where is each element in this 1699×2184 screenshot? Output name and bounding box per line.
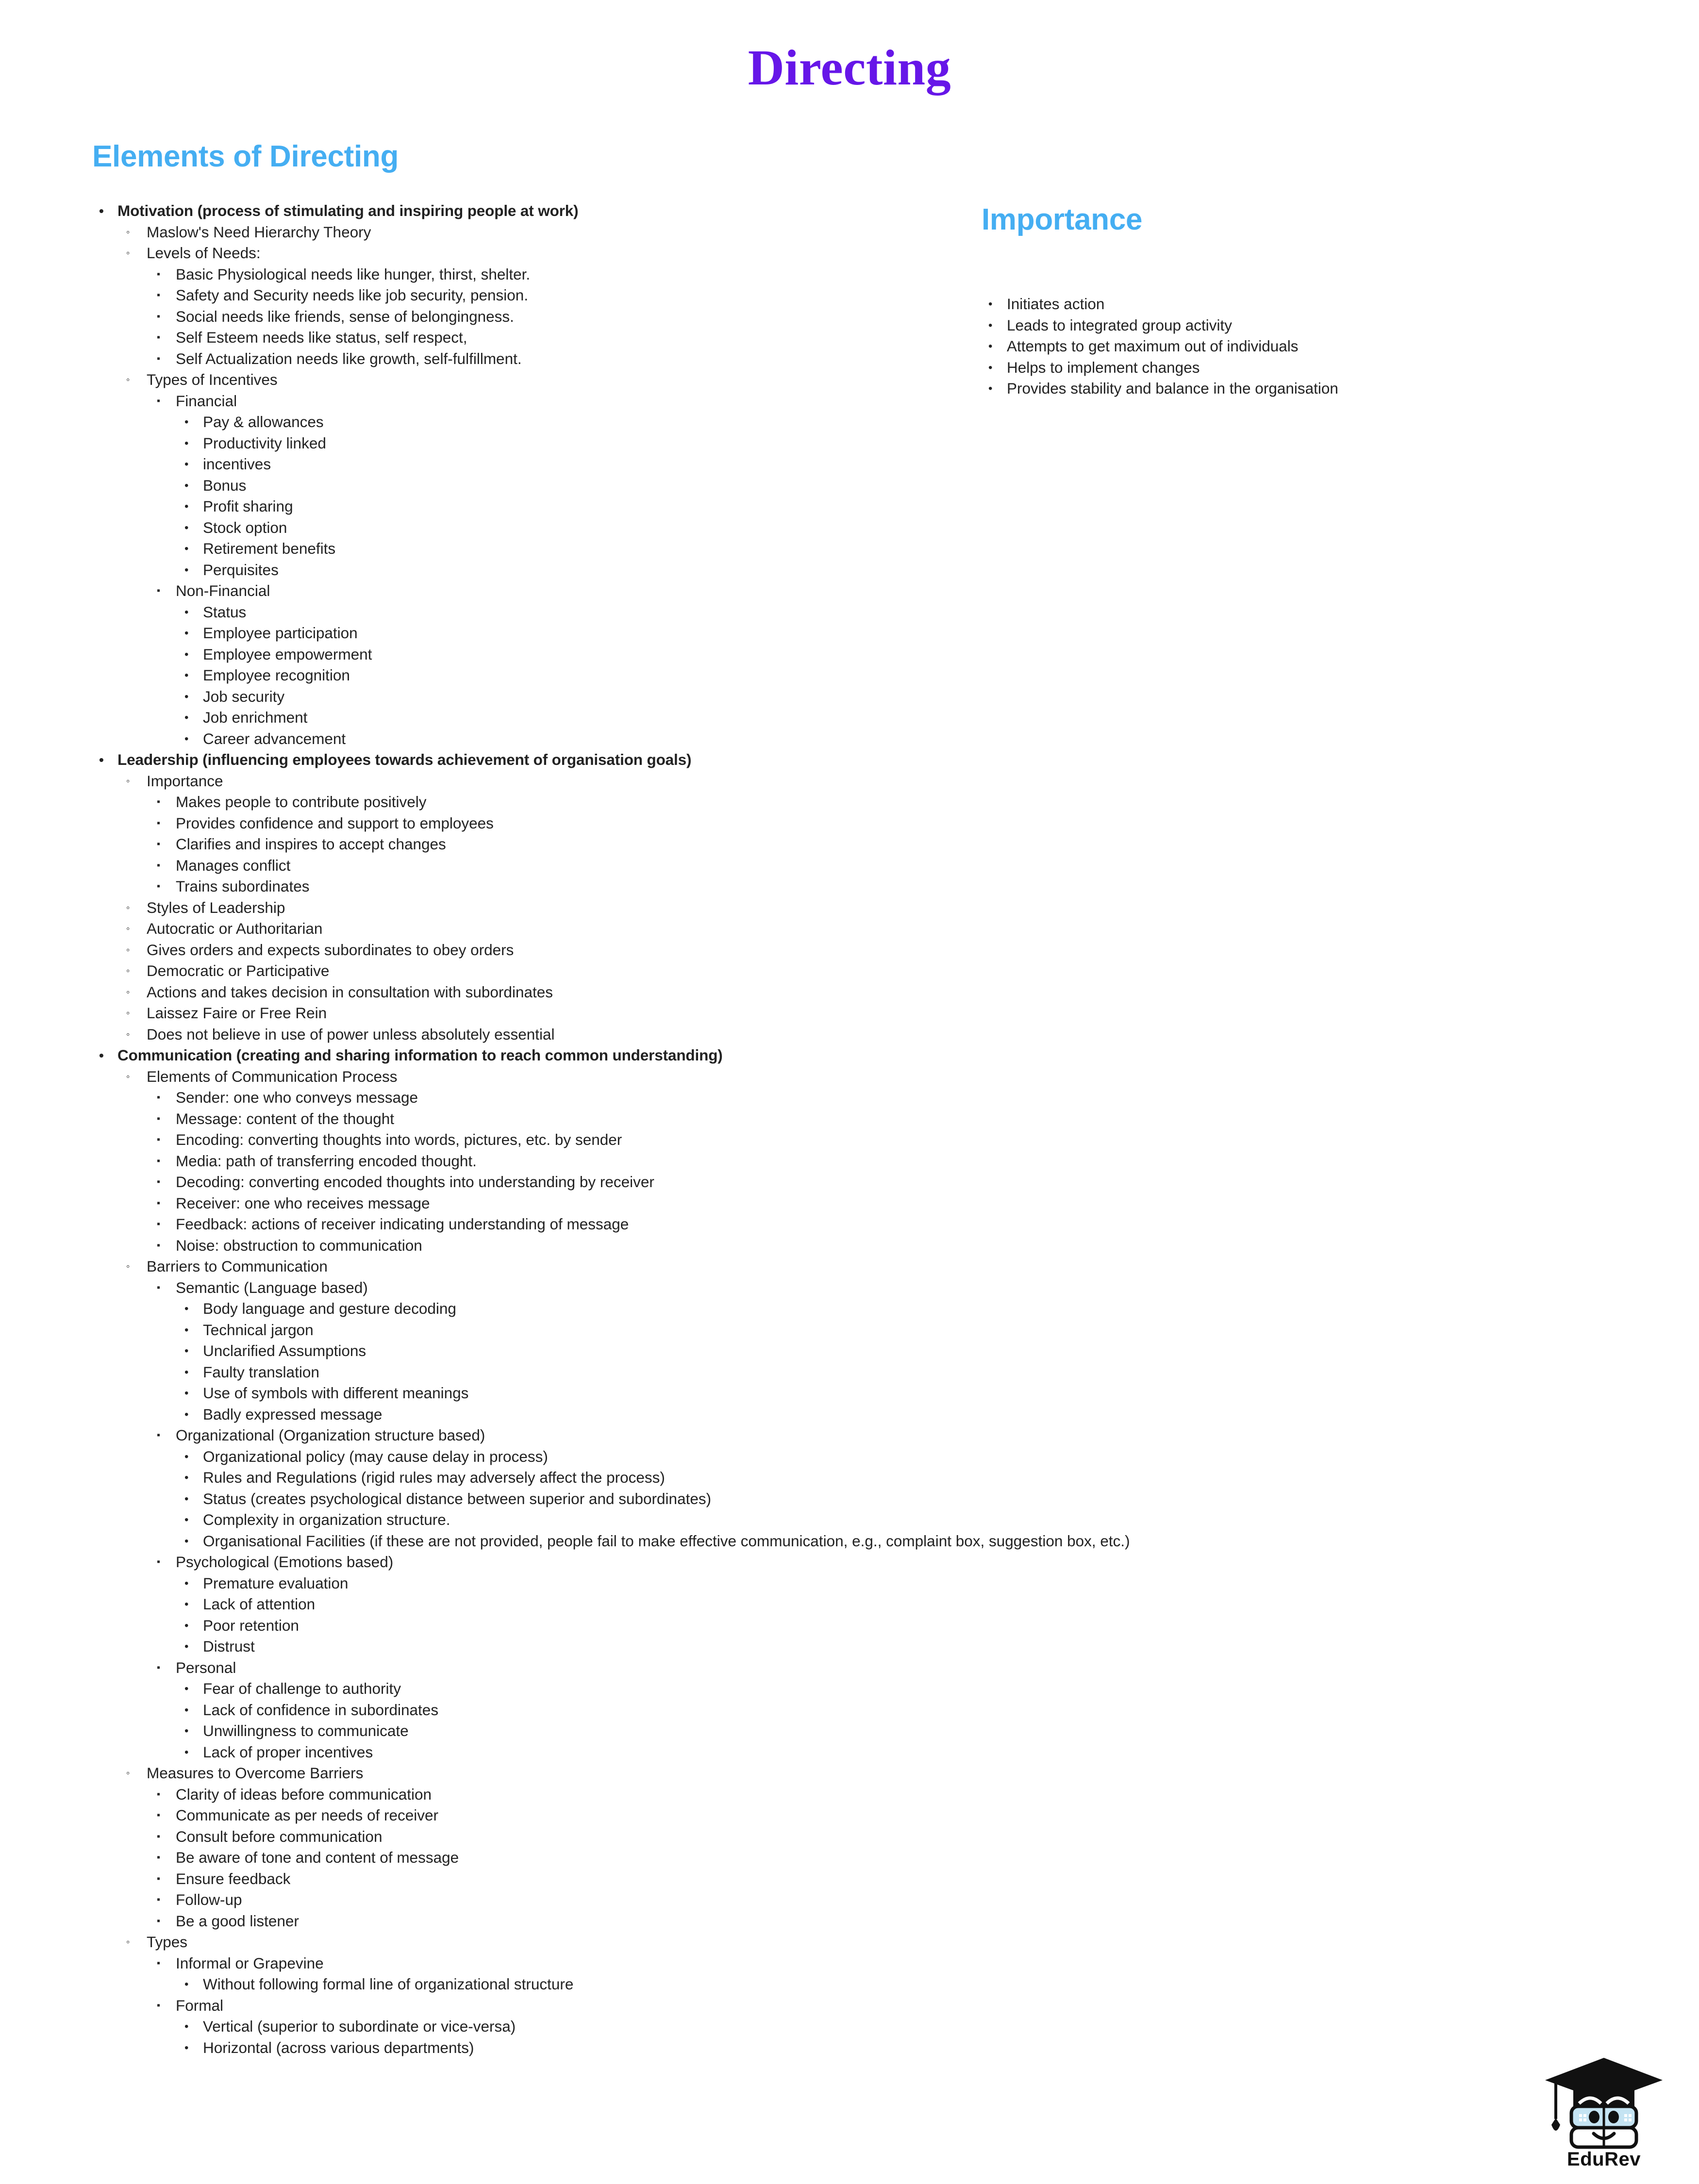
bullet-marker-level-4: • (184, 1640, 189, 1654)
outline-item-label: Trains subordinates (176, 877, 310, 895)
outline-item-label: Fear of challenge to authority (203, 1680, 401, 1698)
importance-item-label: Leads to integrated group activity (1007, 316, 1233, 334)
bullet-marker-level-1: • (988, 340, 993, 353)
bullet-marker-level-4: • (184, 1492, 189, 1506)
bullet-marker-level-1: • (99, 1048, 104, 1063)
outline-item-label: Formal (176, 1996, 224, 2014)
bullet-marker-level-4: • (184, 2041, 189, 2054)
bullet-marker-level-3: ▪ (157, 839, 161, 850)
outline-item-label: Autocratic or Authoritarian (147, 920, 323, 938)
outline-item-level-3 (92, 327, 1015, 348)
outline-item-label: Clarity of ideas before communication (176, 1785, 432, 1803)
bullet-marker-level-4: • (184, 627, 189, 640)
outline-item-level-3 (92, 1109, 1015, 1130)
bullet-marker-level-3: ▪ (157, 1873, 161, 1884)
bullet-marker-level-4: • (184, 1450, 189, 1463)
outline-item-level-4 (92, 1509, 1015, 1531)
outline-item-label: Vertical (superior to subordinate or vice-versa) (203, 2018, 516, 2035)
outline-item-label: Employee participation (203, 624, 358, 642)
outline-item-label: Democratic or Participative (147, 962, 330, 980)
outline-item-level-3 (92, 1911, 1015, 1932)
outline-item-level-4 (92, 1636, 1015, 1657)
outline-item-label: Use of symbols with different meanings (203, 1384, 469, 1402)
outline-item-label: Rules and Regulations (rigid rules may adversely affect the process) (203, 1469, 665, 1487)
outline-item-level-2 (92, 1066, 1015, 1088)
outline-item-level-3 (92, 1151, 1015, 1172)
bullet-marker-level-3: ▪ (157, 1788, 161, 1800)
bullet-marker-level-1: • (988, 361, 993, 374)
bullet-marker-level-1: • (988, 318, 993, 332)
outline-item-label: Profit sharing (203, 497, 293, 515)
outline-item-level-4 (92, 1594, 1015, 1615)
bullet-marker-level-2: ◦ (126, 1071, 130, 1082)
outline-item-level-3 (92, 876, 1015, 897)
outline-item-level-3 (92, 348, 1015, 370)
bullet-marker-level-4: • (184, 1513, 189, 1527)
bullet-marker-level-3: ▪ (157, 1556, 161, 1568)
outline-item-level-4 (92, 517, 1015, 539)
bullet-marker-level-2: ◦ (126, 1261, 130, 1273)
bullet-marker-level-2: ◦ (126, 775, 130, 787)
bullet-marker-level-4: • (184, 669, 189, 682)
outline-item-label: Measures to Overcome Barriers (147, 1764, 364, 1782)
outline-item-label: Importance (147, 772, 223, 790)
bullet-marker-level-2: ◦ (126, 1936, 130, 1948)
outline-item-level-4 (92, 412, 1015, 433)
outline-item-label: Personal (176, 1658, 236, 1676)
outline-item-label: Poor retention (203, 1616, 299, 1634)
outline-item-label: Pay & allowances (203, 413, 324, 431)
outline-item-label: Feedback: actions of receiver indicating understanding of message (176, 1215, 629, 1233)
outline-item-level-4 (92, 623, 1015, 644)
bullet-marker-level-4: • (184, 1978, 189, 1991)
outline-item-level-4 (92, 496, 1015, 517)
outline-item-level-3 (92, 1087, 1015, 1109)
bullet-marker-level-1: • (988, 382, 993, 396)
outline-item-level-4 (92, 1678, 1015, 1700)
bullet-marker-level-3: ▪ (157, 1113, 161, 1124)
elements-of-directing-heading: Elements of Directing (92, 140, 399, 173)
bullet-marker-level-4: • (184, 521, 189, 534)
bullet-marker-level-3: ▪ (157, 1219, 161, 1230)
outline-item-label: Perquisites (203, 561, 279, 579)
outline-item-label: Technical jargon (203, 1321, 314, 1339)
importance-item (982, 378, 1593, 399)
outline-item-level-3 (92, 1235, 1015, 1257)
outline-item-label: Stock option (203, 518, 287, 536)
outline-item-label: Horizontal (across various departments) (203, 2038, 474, 2056)
edurev-logo (1531, 2046, 1677, 2170)
outline-item-level-4 (92, 686, 1015, 708)
outline-item-label: Noise: obstruction to communication (176, 1236, 422, 1254)
bullet-marker-level-4: • (184, 1745, 189, 1759)
outline-item-label: Barriers to Communication (147, 1257, 328, 1275)
outline-item-label: Organisational Facilities (if these are not provided, people fail to make effective communication, e.g., complaint box, suggestion box, etc.) (203, 1532, 1130, 1550)
outline-item-level-1 (92, 200, 1015, 222)
outline-item-label: Career advancement (203, 729, 346, 747)
outline-item-label: Maslow's Need Hierarchy Theory (147, 223, 371, 241)
outline-item-level-2 (92, 243, 1015, 264)
outline-item-level-2 (92, 982, 1015, 1003)
bullet-marker-level-4: • (184, 1576, 189, 1590)
outline-item-level-3 (92, 1214, 1015, 1235)
outline-item-level-4 (92, 1298, 1015, 1320)
bullet-marker-level-4: • (184, 436, 189, 450)
outline-item-label: Bonus (203, 476, 247, 494)
bullet-marker-level-2: ◦ (126, 965, 130, 977)
bullet-marker-level-3: ▪ (157, 1155, 161, 1166)
outline-item-level-4 (92, 1362, 1015, 1383)
bullet-marker-level-3: ▪ (157, 1957, 161, 1969)
outline-item-level-4 (92, 2037, 1015, 2059)
edurev-mascot-icon (1543, 2046, 1665, 2151)
outline-item-level-4 (92, 560, 1015, 581)
bullet-marker-level-4: • (184, 1598, 189, 1611)
outline-item-level-4 (92, 1404, 1015, 1425)
bullet-marker-level-4: • (184, 479, 189, 492)
bullet-marker-level-4: • (184, 415, 189, 429)
outline-item-level-4 (92, 1974, 1015, 1995)
bullet-marker-level-4: • (184, 1387, 189, 1400)
bullet-marker-level-4: • (184, 605, 189, 619)
outline-item-level-2 (92, 897, 1015, 919)
outline-item-label: Lack of proper incentives (203, 1743, 373, 1761)
bullet-marker-level-3: ▪ (157, 1197, 161, 1208)
outline-item-level-3 (92, 855, 1015, 877)
bullet-marker-level-1: • (988, 298, 993, 311)
bullet-marker-level-4: • (184, 711, 189, 725)
bullet-marker-level-4: • (184, 542, 189, 556)
outline-item-label: Organizational policy (may cause delay in process) (203, 1447, 548, 1465)
bullet-marker-level-4: • (184, 2020, 189, 2034)
outline-item-label: Informal or Grapevine (176, 1954, 324, 1972)
outline-item-label: Lack of attention (203, 1595, 316, 1613)
outline-item-label: Financial (176, 392, 237, 410)
bullet-marker-level-4: • (184, 732, 189, 745)
outline-item-level-4 (92, 1446, 1015, 1468)
bullet-marker-level-3: ▪ (157, 290, 161, 301)
edurev-wordmark: EduRev (1567, 2149, 1641, 2170)
outline-item-level-4 (92, 1320, 1015, 1341)
bullet-marker-level-3: ▪ (157, 1831, 161, 1842)
outline-item-level-4 (92, 454, 1015, 475)
outline-item-label: Communication (creating and sharing information to reach common understanding) (117, 1046, 723, 1064)
outline-item-level-3 (92, 1847, 1015, 1869)
outline-item-level-4 (92, 728, 1015, 750)
outline-item-level-2 (92, 369, 1015, 391)
importance-item (982, 357, 1593, 379)
outline-item-label: Lack of confidence in subordinates (203, 1701, 439, 1719)
bullet-marker-level-4: • (184, 647, 189, 661)
outline-item-level-3 (92, 1657, 1015, 1679)
bullet-marker-level-3: ▪ (157, 353, 161, 364)
bullet-marker-level-4: • (184, 563, 189, 577)
bullet-marker-level-4: • (184, 1365, 189, 1379)
outline-item-label: Elements of Communication Process (147, 1067, 398, 1085)
outline-item-label: Leadership (influencing employees towards achievement of organisation goals) (117, 751, 692, 769)
outline-item-level-4 (92, 1573, 1015, 1594)
outline-item-level-4 (92, 1340, 1015, 1362)
outline-item-level-1 (92, 1045, 1015, 1066)
outline-item-level-3 (92, 1869, 1015, 1890)
bullet-marker-level-1: • (99, 203, 104, 219)
outline-item-label: Receiver: one who receives message (176, 1194, 430, 1212)
outline-item-label: Manages conflict (176, 856, 291, 874)
outline-item-level-3 (92, 1826, 1015, 1848)
outline-item-level-2 (92, 1763, 1015, 1784)
bullet-marker-level-3: ▪ (157, 268, 161, 280)
outline-item-label: Communicate as per needs of receiver (176, 1806, 439, 1824)
bullet-marker-level-4: • (184, 1344, 189, 1358)
bullet-marker-level-4: • (184, 1534, 189, 1548)
bullet-marker-level-3: ▪ (157, 881, 161, 892)
outline-item-level-4 (92, 707, 1015, 728)
outline-item-level-3 (92, 285, 1015, 306)
outline-item-label: Makes people to contribute positively (176, 793, 427, 811)
bullet-marker-level-2: ◦ (126, 374, 130, 386)
outline-item-label: Self Actualization needs like growth, self-fulfillment. (176, 349, 522, 367)
outline-item-level-4 (92, 1742, 1015, 1763)
outline-item-label: Be a good listener (176, 1912, 299, 1930)
outline-item-level-4 (92, 1700, 1015, 1721)
importance-item-label: Provides stability and balance in the organisation (1007, 380, 1338, 397)
bullet-marker-level-3: ▪ (157, 395, 161, 406)
outline-item-label: Status (creates psychological distance between superior and subordinates) (203, 1489, 712, 1507)
outline-item-label: Job security (203, 687, 285, 705)
outline-item-label: Laissez Faire or Free Rein (147, 1004, 327, 1022)
outline-item-level-3 (92, 813, 1015, 834)
outline-item-label: Decoding: converting encoded thoughts into understanding by receiver (176, 1173, 654, 1191)
outline-item-level-4 (92, 602, 1015, 623)
outline-item-level-2 (92, 1932, 1015, 1953)
bullet-marker-level-4: • (184, 1724, 189, 1738)
outline-item-label: Safety and Security needs like job security, pension. (176, 286, 529, 304)
outline-item-label: Productivity linked (203, 434, 326, 452)
outline-item-level-3 (92, 580, 1015, 602)
outline-item-level-3 (92, 792, 1015, 813)
outline-item-level-4 (92, 1531, 1130, 1552)
outline-item-level-3 (92, 834, 1015, 855)
outline-item-level-3 (92, 1425, 1015, 1446)
outline-item-label: Semantic (Language based) (176, 1278, 368, 1296)
outline-item-level-2 (92, 940, 1015, 961)
outline-item-level-3 (92, 1805, 1015, 1826)
outline-item-level-2 (92, 222, 1015, 243)
bullet-marker-level-4: • (184, 458, 189, 471)
outline-item-level-3 (92, 1995, 1015, 2017)
bullet-marker-level-4: • (184, 1407, 189, 1421)
bullet-marker-level-3: ▪ (157, 1240, 161, 1251)
right-column (982, 203, 1593, 399)
importance-item (982, 294, 1593, 315)
outline-item-label: Self Esteem needs like status, self respect, (176, 329, 467, 347)
importance-list (982, 294, 1593, 399)
bullet-marker-level-4: • (184, 1682, 189, 1696)
outline-item-level-3 (92, 1129, 1015, 1151)
bullet-marker-level-3: ▪ (157, 1915, 161, 1926)
bullet-marker-level-3: ▪ (157, 311, 161, 322)
importance-item-label: Helps to implement changes (1007, 358, 1200, 376)
outline-item-level-2 (92, 771, 1015, 792)
outline-item-label: Levels of Needs: (147, 244, 261, 262)
outline-item-level-4 (92, 665, 1015, 686)
outline-item-level-2 (92, 1024, 1015, 1045)
bullet-marker-level-2: ◦ (126, 902, 130, 913)
outline-item-label: Actions and takes decision in consultation with subordinates (147, 983, 553, 1001)
bullet-marker-level-2: ◦ (126, 923, 130, 935)
importance-heading: Importance (982, 203, 1143, 236)
outline-item-level-2 (92, 960, 1015, 982)
outline-item-level-3 (92, 306, 1015, 328)
outline-item-label: Unclarified Assumptions (203, 1342, 366, 1360)
bullet-marker-level-3: ▪ (157, 796, 161, 808)
importance-item-label: Attempts to get maximum out of individuals (1007, 337, 1299, 355)
outline-item-label: Badly expressed message (203, 1405, 383, 1423)
outline-item-label: Provides confidence and support to employees (176, 814, 494, 832)
bullet-marker-level-4: • (184, 1323, 189, 1337)
bullet-marker-level-2: ◦ (126, 1028, 130, 1040)
bullet-marker-level-2: ◦ (126, 986, 130, 998)
outline-item-level-3 (92, 1193, 1015, 1214)
outline-item-label: Retirement benefits (203, 540, 336, 558)
outline-item-label: Without following formal line of organizational structure (203, 1975, 574, 1993)
outline-item-level-4 (92, 538, 1015, 560)
bullet-marker-level-4: • (184, 690, 189, 703)
bullet-marker-level-3: ▪ (157, 817, 161, 828)
bullet-marker-level-3: ▪ (157, 1134, 161, 1145)
outline-item-label: incentives (203, 455, 271, 473)
bullet-marker-level-2: ◦ (126, 1768, 130, 1779)
outline-item-label: Psychological (Emotions based) (176, 1553, 394, 1571)
page-title: Directing (748, 40, 951, 96)
outline-item-label: Body language and gesture decoding (203, 1300, 456, 1318)
bullet-marker-level-1: • (99, 752, 104, 768)
importance-item (982, 336, 1593, 357)
bullet-marker-level-2: ◦ (126, 1008, 130, 1019)
bullet-marker-level-3: ▪ (157, 1810, 161, 1821)
bullet-marker-level-3: ▪ (157, 2000, 161, 2011)
outline-item-level-2 (92, 1003, 1015, 1024)
outline-item-level-4 (92, 475, 1015, 496)
outline-item-label: Sender: one who conveys message (176, 1089, 418, 1107)
outline-item-label: Social needs like friends, sense of belongingness. (176, 307, 514, 325)
bullet-marker-level-3: ▪ (157, 1430, 161, 1441)
bullet-marker-level-3: ▪ (157, 1662, 161, 1673)
outline-item-label: Ensure feedback (176, 1870, 291, 1887)
bullet-marker-level-3: ▪ (157, 332, 161, 343)
outline-item-label: Be aware of tone and content of message (176, 1849, 459, 1867)
bullet-marker-level-2: ◦ (126, 248, 130, 259)
bullet-marker-level-3: ▪ (157, 1894, 161, 1905)
bullet-marker-level-2: ◦ (126, 226, 130, 238)
outline-item-label: Organizational (Organization structure based) (176, 1426, 485, 1444)
outline-item-level-4 (92, 1615, 1015, 1637)
outline-item-label: Status (203, 603, 247, 621)
outline-item-level-4 (92, 2016, 1015, 2037)
outline-item-label: Types (147, 1933, 188, 1951)
bullet-marker-level-4: • (184, 1703, 189, 1717)
bullet-marker-level-4: • (184, 1471, 189, 1485)
bullet-marker-level-3: ▪ (157, 1282, 161, 1293)
outline-item-label: Premature evaluation (203, 1574, 349, 1592)
outline-item-label: Message: content of the thought (176, 1109, 395, 1127)
outline-item-level-4 (92, 1721, 1015, 1742)
outline-item-label: Basic Physiological needs like hunger, thirst, shelter. (176, 265, 531, 283)
outline-item-label: Gives orders and expects subordinates to obey orders (147, 941, 514, 959)
outline-item-label: Does not believe in use of power unless absolutely essential (147, 1025, 555, 1043)
outline-item-label: Consult before communication (176, 1827, 383, 1845)
outline-item-level-4 (92, 433, 1015, 454)
outline-item-label: Unwillingness to communicate (203, 1722, 409, 1740)
outline-item-label: Complexity in organization structure. (203, 1511, 450, 1529)
outline-item-level-3 (92, 391, 1015, 412)
outline-item-level-3 (92, 1784, 1015, 1805)
importance-item-label: Initiates action (1007, 295, 1105, 313)
outline-item-label: Distrust (203, 1638, 255, 1655)
outline-item-level-3 (92, 1953, 1015, 1974)
outline-item-level-4 (92, 1489, 1015, 1510)
outline-item-label: Employee recognition (203, 666, 350, 684)
bullet-marker-level-4: • (184, 1619, 189, 1632)
bullet-marker-level-4: • (184, 500, 189, 513)
outline-item-level-3 (92, 1172, 1015, 1193)
bullet-marker-level-3: ▪ (157, 860, 161, 871)
bullet-marker-level-3: ▪ (157, 1092, 161, 1103)
outline-item-label: Follow-up (176, 1891, 242, 1909)
outline-item-label: Styles of Leadership (147, 898, 285, 916)
outline-item-label: Employee empowerment (203, 645, 372, 663)
outline-item-label: Non-Financial (176, 582, 270, 600)
outline-item-level-2 (92, 1256, 1015, 1277)
outline-item-level-3 (92, 1889, 1015, 1911)
bullet-marker-level-2: ◦ (126, 944, 130, 956)
outline-item-label: Clarifies and inspires to accept changes (176, 835, 446, 853)
outline-item-level-3 (92, 1277, 1015, 1299)
bullet-marker-level-3: ▪ (157, 585, 161, 596)
bullet-marker-level-4: • (184, 1302, 189, 1316)
outline-item-label: Media: path of transferring encoded thought. (176, 1152, 477, 1170)
outline-item-level-3 (92, 1552, 1015, 1573)
importance-item (982, 315, 1593, 336)
outline-item-label: Encoding: converting thoughts into words, pictures, etc. by sender (176, 1131, 622, 1149)
outline-item-level-1 (92, 749, 1015, 771)
outline-item-level-4 (92, 1383, 1015, 1404)
outline-item-level-4 (92, 644, 1015, 665)
outline-item-label: Faulty translation (203, 1363, 319, 1381)
outline-item-level-3 (92, 264, 1015, 285)
bullet-marker-level-3: ▪ (157, 1852, 161, 1863)
outline-item-label: Motivation (process of stimulating and inspiring people at work) (117, 202, 579, 220)
outline-item-label: Types of Incentives (147, 371, 278, 389)
bullet-marker-level-3: ▪ (157, 1176, 161, 1188)
outline-item-level-2 (92, 918, 1015, 940)
outline-item-level-4 (92, 1467, 1015, 1489)
outline-item-label: Job enrichment (203, 709, 308, 727)
